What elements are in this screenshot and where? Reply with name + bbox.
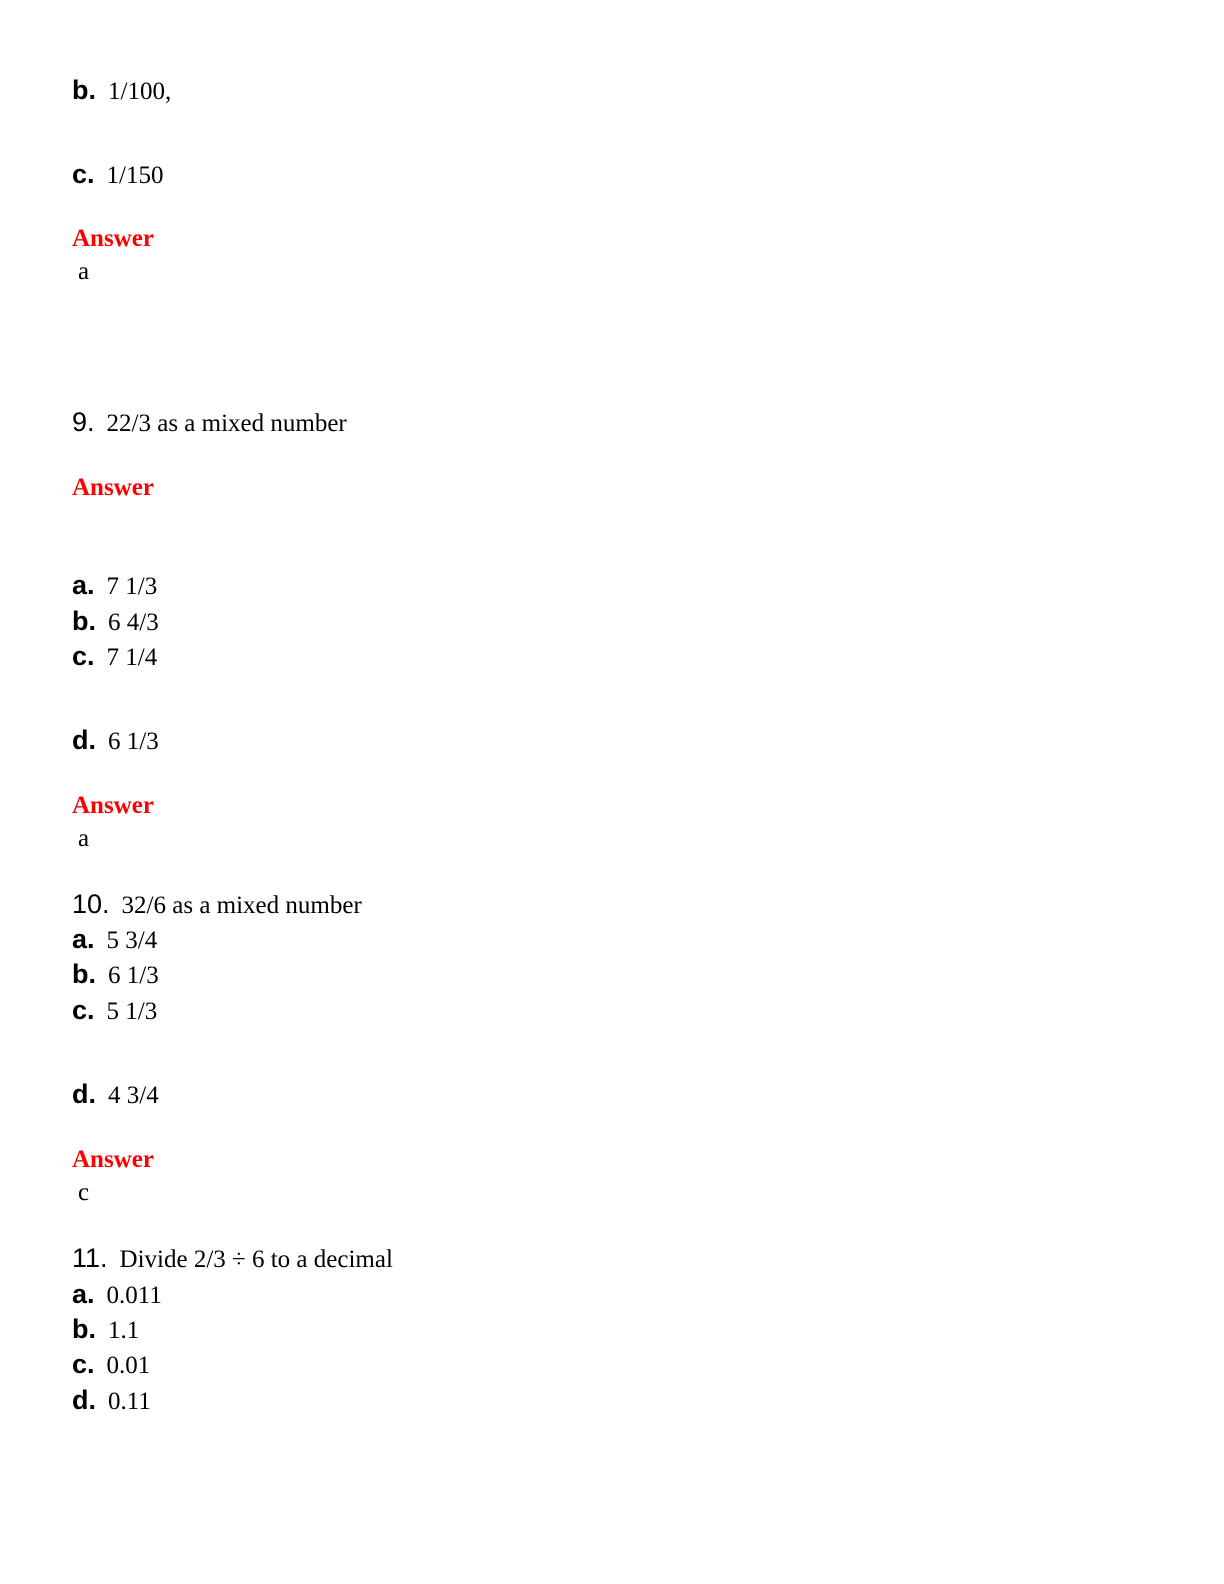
question-11: [72, 1245, 393, 1272]
option-text: 0.011: [106, 1282, 162, 1309]
option-letter: b.: [72, 959, 96, 989]
option-letter: d.: [72, 725, 96, 755]
option-text: 7 1/4: [106, 644, 158, 671]
question-text: 22/3 as a mixed number: [106, 410, 347, 437]
option-letter: c.: [72, 995, 95, 1025]
question-text: 32/6 as a mixed number: [121, 892, 362, 919]
option-letter: b.: [72, 75, 96, 105]
option-row: [72, 997, 157, 1024]
option-row: [72, 608, 159, 635]
answer-heading: Answer: [72, 474, 154, 501]
answer-heading: Answer: [72, 792, 154, 819]
option-row: [72, 727, 159, 754]
option-letter: d.: [72, 1385, 96, 1415]
option-text: 5 3/4: [106, 927, 158, 954]
option-row: [72, 572, 157, 599]
answer-value: c: [78, 1179, 90, 1206]
option-row: [72, 1351, 150, 1378]
question-number: 9.: [72, 407, 95, 437]
option-text: 1/150: [106, 162, 164, 189]
answer-value: a: [78, 258, 90, 285]
option-letter: b.: [72, 1314, 96, 1344]
question-10: [72, 891, 362, 918]
option-text: 6 1/3: [108, 728, 159, 755]
option-row: [72, 1281, 162, 1308]
answer-value: a: [78, 825, 90, 852]
option-text: 5 1/3: [106, 998, 158, 1025]
option-row: [72, 961, 159, 988]
option-row: [72, 77, 171, 104]
question-number: 11.: [72, 1243, 108, 1273]
option-letter: c.: [72, 1349, 95, 1379]
option-text: 6 1/3: [108, 962, 159, 989]
option-text: 0.01: [106, 1352, 151, 1379]
option-row: [72, 643, 157, 670]
option-text: 0.11: [108, 1388, 151, 1415]
option-row: [72, 161, 163, 188]
option-row: [72, 1316, 139, 1343]
option-row: [72, 926, 157, 953]
option-letter: b.: [72, 606, 96, 636]
option-text: 1.1: [108, 1317, 140, 1344]
question-9: [72, 409, 347, 436]
answer-heading: Answer: [72, 1146, 154, 1173]
option-row: [72, 1081, 159, 1108]
option-text: 6 4/3: [108, 609, 159, 636]
question-text: Divide 2/3 ÷ 6 to a decimal: [119, 1246, 393, 1273]
option-letter: c.: [72, 159, 95, 189]
option-letter: d.: [72, 1079, 96, 1109]
option-letter: c.: [72, 641, 95, 671]
answer-heading: Answer: [72, 225, 154, 252]
option-text: 4 3/4: [108, 1082, 159, 1109]
option-letter: a.: [72, 924, 95, 954]
option-text: 7 1/3: [106, 573, 158, 600]
option-letter: a.: [72, 570, 95, 600]
question-number: 10.: [72, 889, 110, 919]
option-row: [72, 1387, 151, 1414]
option-letter: a.: [72, 1279, 95, 1309]
option-text: 1/100,: [108, 78, 172, 105]
